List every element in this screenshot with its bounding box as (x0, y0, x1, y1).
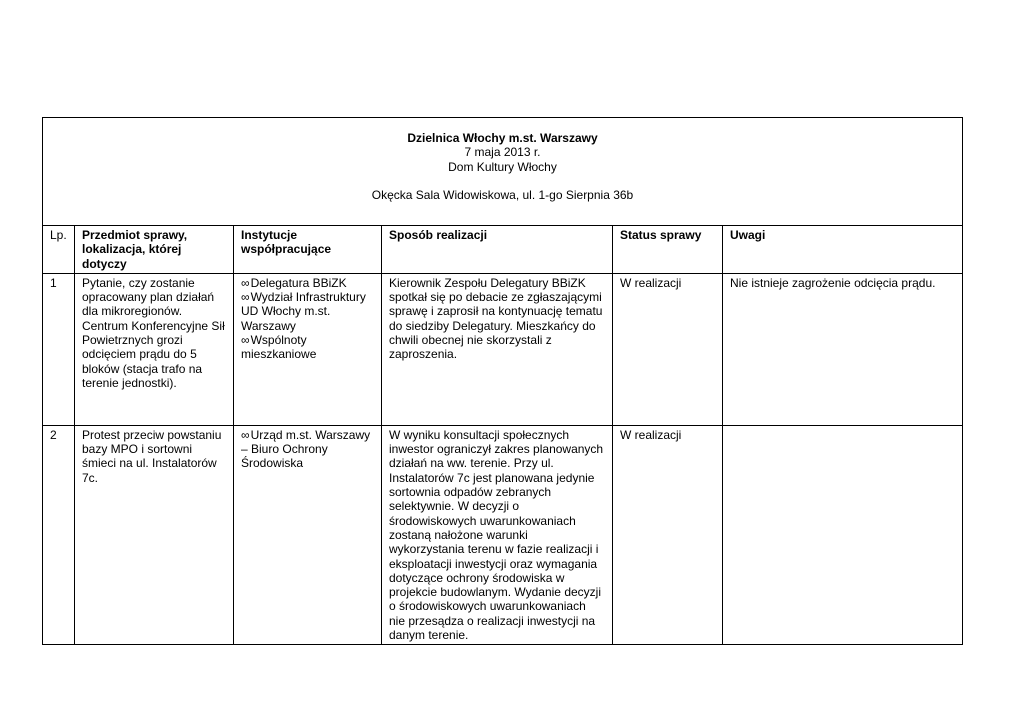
header-row (43, 118, 963, 226)
column-header-status: Status sprawy (613, 226, 723, 274)
row-method: W wyniku konsultacji społecznych inwestor ograniczył zakres planowanych działań na ww. terenie. Przy ul. Instalatorów 7c jest planowana jedynie sortownia odpadów zebranych selektywnie. W decyzji o środowiskowych uwarunkowaniach zostaną nałożone warunki wykorzystania terenu w fazie realizacji i eksploatacji inwestycji oraz wymagania dotyczące ochrony środowiska w projekcie budowlanym. Wydanie decyzji o środowiskowych uwarunkowaniach nie przesądza o realizacji inwestycji na danym terenie. (382, 425, 613, 644)
institution-item: ∞Wydział Infrastruktury UD Włochy m.st. Warszawy (241, 290, 366, 333)
row-notes: Nie istnieje zagrożenie odcięcia prądu. (723, 273, 963, 425)
meeting-table (42, 117, 963, 645)
row-lp: 2 (43, 425, 75, 644)
row-institutions (234, 425, 382, 644)
infinity-bullet-icon: ∞ (241, 275, 250, 290)
institution-item: ∞Delegatura BBiZK (241, 275, 347, 290)
meeting-venue: Dom Kultury Włochy (448, 159, 557, 174)
column-header-lp: Lp. (43, 226, 75, 274)
row-method: Kierownik Zespołu Delegatury BBiZK spotkał się po debacie ze zgłaszającymi sprawę i zaprosił na kontynuację tematu do siedziby Delegatury. Mieszkańcy do chwili obecnej nie skorzystali z zaproszenia. (382, 273, 613, 425)
row-status: W realizacji (613, 273, 723, 425)
row-lp: 1 (43, 273, 75, 425)
column-header-row (43, 226, 963, 274)
row-status: W realizacji (613, 425, 723, 644)
table-row (43, 273, 963, 425)
column-header-institutions: Instytucje współpracujące (234, 226, 382, 274)
infinity-bullet-icon: ∞ (241, 290, 250, 305)
institution-item: ∞Urząd m.st. Warszawy – Biuro Ochrony Środowiska (241, 427, 371, 471)
column-header-method: Sposób realizacji (382, 226, 613, 274)
infinity-bullet-icon: ∞ (241, 333, 250, 348)
meeting-address: Okęcka Sala Widowiskowa, ul. 1-go Sierpnia 36b (371, 187, 634, 202)
institution-item: ∞Wspólnoty mieszkaniowe (241, 333, 317, 362)
column-header-notes: Uwagi (723, 226, 963, 274)
row-subject: Protest przeciw powstaniu bazy MPO i sortowni śmieci na ul. Instalatorów 7c. (75, 425, 234, 644)
infinity-bullet-icon: ∞ (241, 427, 250, 442)
document-header (43, 118, 963, 226)
document-title: Dzielnica Włochy m.st. Warszawy (407, 131, 598, 145)
row-subject: Pytanie, czy zostanie opracowany plan działań dla mikroregionów. Centrum Konferencyjne Sił Powietrznych grozi odcięciem prądu do 5 bloków (stacja trafo na terenie jednostki). (75, 273, 234, 425)
table-row (43, 425, 963, 644)
column-header-subject: Przedmiot sprawy, lokalizacja, której dotyczy (75, 226, 234, 274)
row-notes (723, 425, 963, 644)
row-institutions (234, 273, 382, 425)
meeting-date: 7 maja 2013 r. (464, 145, 541, 160)
